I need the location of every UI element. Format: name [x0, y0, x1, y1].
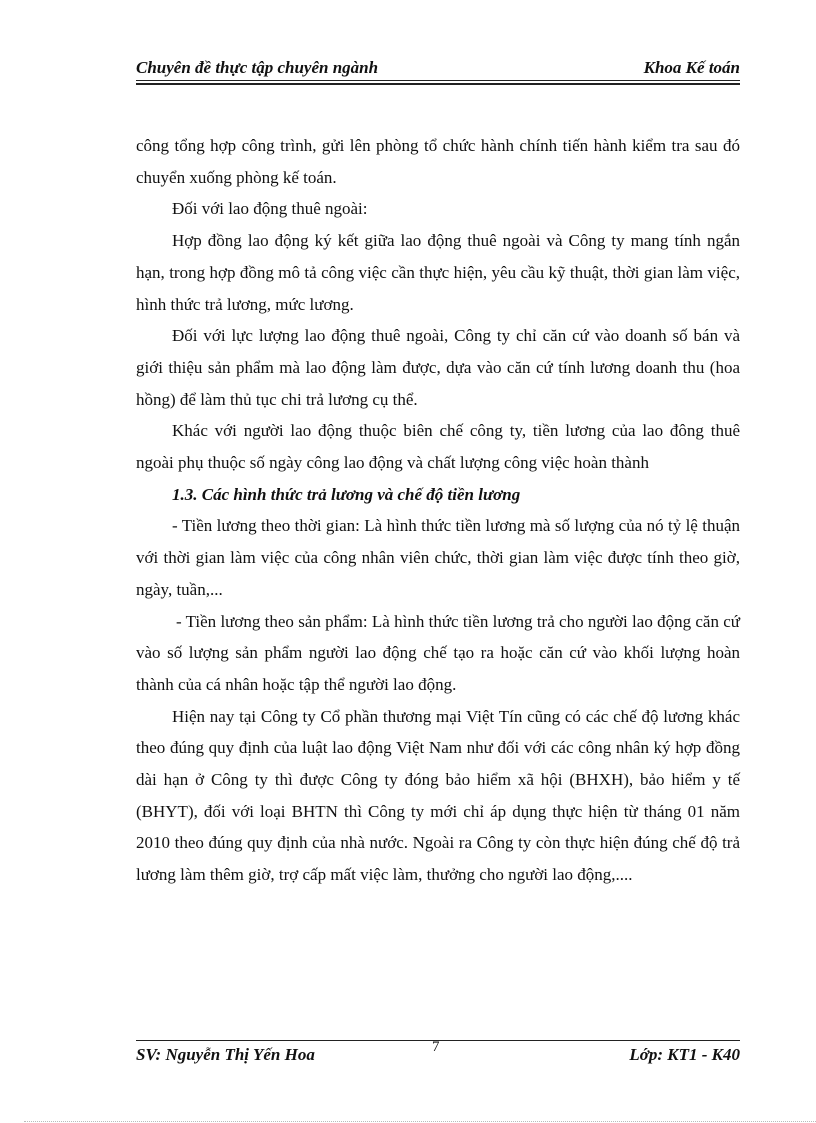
paragraph: Đối với lực lượng lao động thuê ngoài, Công ty chỉ căn cứ vào doanh số bán và giới thiệu sản phẩm mà lao động làm được, dựa vào căn cứ tính lương doanh thu (hoa hồng) để làm thủ tục chi trả lương cụ thể.: [136, 326, 740, 409]
page-header: [136, 58, 740, 80]
paragraph: công tổng hợp công trình, gửi lên phòng tổ chức hành chính tiến hành kiểm tra sau đó chuyển xuống phòng kế toán.: [136, 136, 740, 187]
paragraph: Khác với người lao động thuộc biên chế công ty, tiền lương của lao đông thuê ngoài phụ thuộc số ngày công lao động và chất lượng công việc hoàn thành: [136, 421, 740, 473]
footer-class: Lớp: KT1 - K40: [629, 1045, 740, 1064]
footer-student: SV: Nguyễn Thị Yến Hoa: [136, 1045, 315, 1064]
document-body: [136, 130, 740, 891]
header-department: Khoa Kế toán: [643, 58, 740, 77]
header-rule-thick: [136, 83, 740, 85]
paragraph: Hợp đồng lao động ký kết giữa lao động thuê ngoài và Công ty mang tính ngắn hạn, trong hợp đồng mô tả công việc cần thực hiện, yêu cầu kỹ thuật, thời gian làm việc, hình thức trả lương, mức lương.: [136, 231, 740, 314]
section-heading: 1.3. Các hình thức trả lương và chế độ tiền lương: [172, 484, 521, 504]
page-footer: [136, 1039, 740, 1065]
header-title: Chuyên đề thực tập chuyên ngành: [136, 58, 379, 77]
page-bottom-divider: [24, 1121, 816, 1122]
paragraph: - Tiền lương theo sản phẩm: Là hình thức tiền lương trả cho người lao động căn cứ vào số lượng sản phẩm người lao động chế tạo ra hoặc căn cứ vào khối lượng hoàn thành của cá nhân hoặc tập thể người lao động.: [136, 611, 740, 694]
header-rule: [136, 80, 740, 81]
paragraph: - Tiền lương theo thời gian: Là hình thức tiền lương mà số lượng của nó tỷ lệ thuận với thời gian làm việc của công nhân viên chức, thời gian làm việc được tính theo giờ, ngày, tuần,...: [136, 516, 740, 599]
paragraph: Đối với lao động thuê ngoài:: [172, 199, 368, 219]
page-number: 7: [432, 1039, 440, 1055]
paragraph: Hiện nay tại Công ty Cổ phần thương mại Việt Tín cũng có các chế độ lương khác theo đúng quy định của luật lao động Việt Nam như đối với các công nhân ký hợp đồng dài hạn ở Công ty thì được Công ty đóng bảo hiểm xã hội (BHXH), bảo hiểm y tế (BHYT), đối với loại BHTN thì Công ty mới chỉ áp dụng thực hiện từ tháng 01 năm 2010 theo đúng quy định của nhà nước. Ngoài ra Công ty còn thực hiện đúng chế độ trả lương làm thêm giờ, trợ cấp mất việc làm, thưởng cho người lao động,....: [136, 706, 740, 885]
